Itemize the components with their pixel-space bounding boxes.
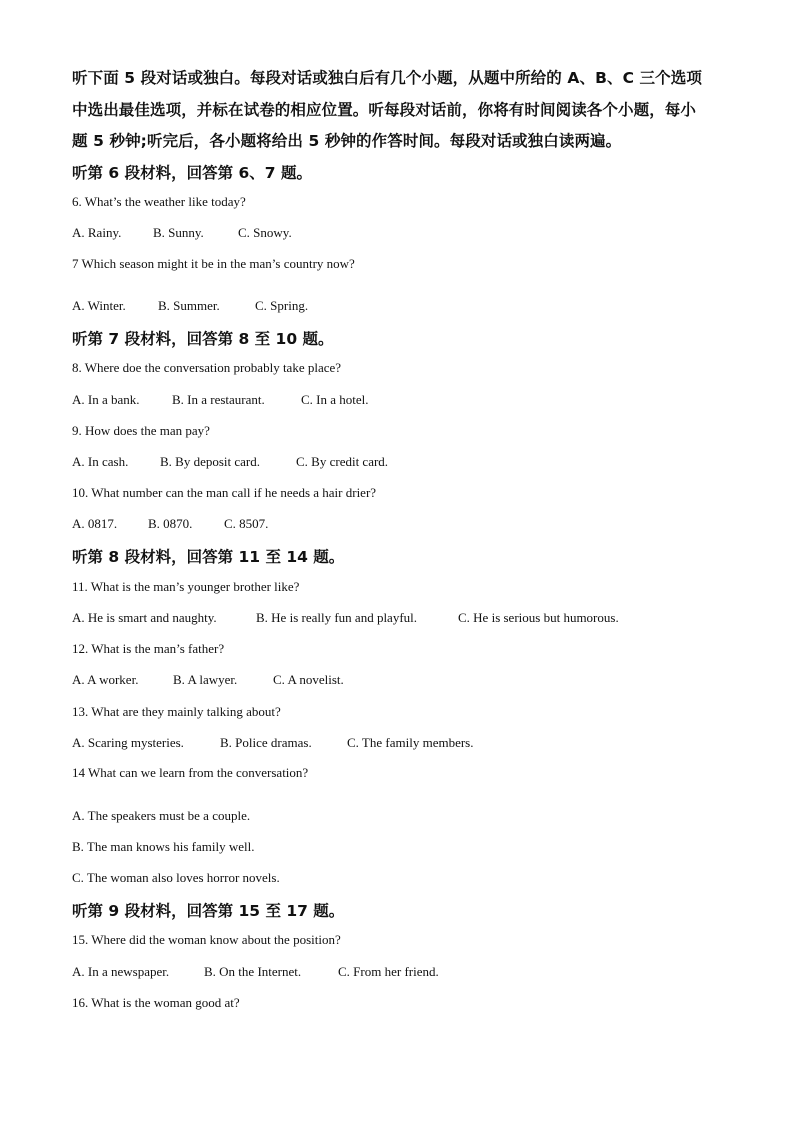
option-b: B. He is really fun and playful. xyxy=(256,610,418,625)
question-10-stem: 10. What number can the man call if he needs a hair drier? xyxy=(72,485,377,500)
question-8-stem: 8. Where doe the conversation probably take place? xyxy=(72,360,342,375)
option-c: C. By credit card. xyxy=(296,454,389,469)
option-c: C. From her friend. xyxy=(338,964,439,979)
option-b: B. Police dramas. xyxy=(220,735,312,750)
question-6-stem: 6. What’s the weather like today? xyxy=(72,194,246,209)
option-b: B. A lawyer. xyxy=(173,672,238,687)
question-12-stem: 12. What is the man’s father? xyxy=(72,641,225,656)
option-b: B. 0870. xyxy=(148,516,193,531)
question-14-option-b: B. The man knows his family well. xyxy=(72,839,255,854)
option-c: C. The family members. xyxy=(347,735,474,750)
option-a: A. Winter. xyxy=(72,298,126,313)
section-heading-6: 听第 6 段材料，回答第 6、7 题。 xyxy=(72,164,312,182)
section-heading-7: 听第 7 段材料，回答第 8 至 10 题。 xyxy=(72,330,334,348)
option-a: A. A worker. xyxy=(72,672,139,687)
option-c: C. He is serious but humorous. xyxy=(458,610,619,625)
question-16-stem: 16. What is the woman good at? xyxy=(72,995,240,1010)
option-c: C. Snowy. xyxy=(238,225,292,240)
section-heading-9: 听第 9 段材料，回答第 15 至 17 题。 xyxy=(72,902,345,920)
question-14-option-c: C. The woman also loves horror novels. xyxy=(72,870,280,885)
option-b: B. Summer. xyxy=(158,298,220,313)
question-9-stem: 9. How does the man pay? xyxy=(72,423,210,438)
option-a: A. In cash. xyxy=(72,454,129,469)
question-7-stem: 7 Which season might it be in the man’s country now? xyxy=(72,256,355,271)
option-b: B. By deposit card. xyxy=(160,454,261,469)
option-b: B. In a restaurant. xyxy=(172,392,265,407)
option-a: A. 0817. xyxy=(72,516,118,531)
question-14-option-a: A. The speakers must be a couple. xyxy=(72,808,251,823)
option-c: C. In a hotel. xyxy=(301,392,369,407)
question-15-stem: 15. Where did the woman know about the position? xyxy=(72,932,341,947)
option-b: B. On the Internet. xyxy=(204,964,302,979)
option-c: C. 8507. xyxy=(224,516,269,531)
option-c: C. A novelist. xyxy=(273,672,344,687)
option-a: A. In a newspaper. xyxy=(72,964,170,979)
instructions-line-1: 听下面 5 段对话或独白。每段对话或独白后有几个小题，从题中所给的 A、B、C 三个选项 xyxy=(72,69,702,87)
instructions-line-2: 中选出最佳选项，并标在试卷的相应位置。听每段对话前，你将有时间阅读各个小题，每小 xyxy=(72,101,697,119)
option-a: A. He is smart and naughty. xyxy=(72,610,217,625)
option-a: A. Rainy. xyxy=(72,225,122,240)
option-b: B. Sunny. xyxy=(153,225,204,240)
instructions-line-3: 题 5 秒钟;听完后，各小题将给出 5 秒钟的作答时间。每段对话或独白读两遍。 xyxy=(72,132,622,150)
question-14-stem: 14 What can we learn from the conversation? xyxy=(72,765,309,780)
option-a: A. In a bank. xyxy=(72,392,140,407)
section-heading-8: 听第 8 段材料，回答第 11 至 14 题。 xyxy=(72,548,345,566)
option-c: C. Spring. xyxy=(255,298,309,313)
question-13-stem: 13. What are they mainly talking about? xyxy=(72,704,281,719)
question-11-stem: 11. What is the man’s younger brother like? xyxy=(72,579,300,594)
option-a: A. Scaring mysteries. xyxy=(72,735,184,750)
